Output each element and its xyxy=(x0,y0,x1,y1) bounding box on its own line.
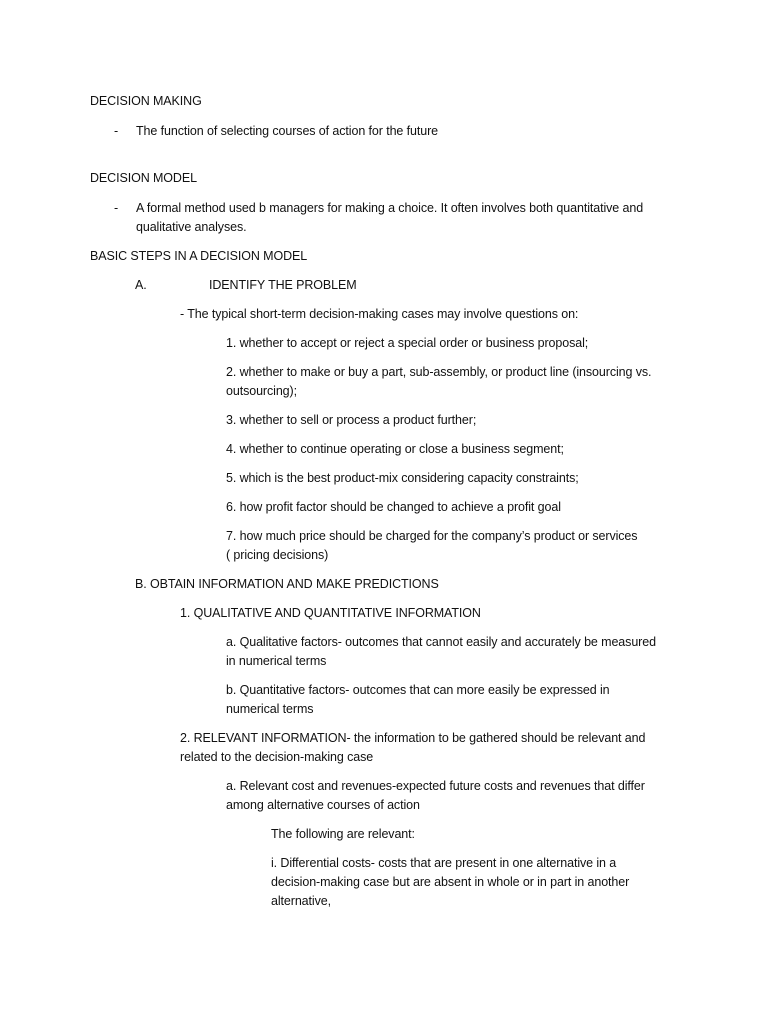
list-item-3: 3. whether to sell or process a product further; xyxy=(226,413,477,427)
list-item-6: 6. how profit factor should be changed to achieve a profit goal xyxy=(226,500,561,514)
differential-costs-line1: i. Differential costs- costs that are present in one alternative in a xyxy=(271,856,617,870)
quantitative-factors-line2: numerical terms xyxy=(226,702,314,716)
relevant-cost-line2: among alternative courses of action xyxy=(226,798,420,812)
step-a-letter: A. xyxy=(135,278,147,292)
list-item-4: 4. whether to continue operating or close a business segment; xyxy=(226,442,564,456)
list-item-7-line1: 7. how much price should be charged for the company’s product or services xyxy=(226,529,638,543)
relevant-information-line2: related to the decision-making case xyxy=(180,750,374,764)
differential-costs-line3: alternative, xyxy=(271,894,331,908)
bullet-dash: - xyxy=(114,124,119,138)
list-item-5: 5. which is the best product-mix considering capacity constraints; xyxy=(226,471,579,485)
qualitative-factors-line1: a. Qualitative factors- outcomes that cannot easily and accurately be measured xyxy=(226,635,656,649)
decision-model-definition-line1: A formal method used b managers for making a choice. It often involves both quantitative and xyxy=(136,201,644,215)
list-item-1: 1. whether to accept or reject a special order or business proposal; xyxy=(226,336,589,350)
step-b-title: B. OBTAIN INFORMATION AND MAKE PREDICTIONS xyxy=(135,577,439,591)
relevant-cost-line1: a. Relevant cost and revenues-expected future costs and revenues that differ xyxy=(226,779,645,793)
qualitative-factors-line2: in numerical terms xyxy=(226,654,327,668)
list-item-2-line1: 2. whether to make or buy a part, sub-assembly, or product line (insourcing vs. xyxy=(226,365,652,379)
heading-decision-model: DECISION MODEL xyxy=(90,171,197,185)
differential-costs-line2: decision-making case but are absent in whole or in part in another xyxy=(271,875,630,889)
relevant-information-line1: 2. RELEVANT INFORMATION- the information to be gathered should be relevant and xyxy=(180,731,646,745)
step-a-title: IDENTIFY THE PROBLEM xyxy=(209,278,357,292)
step-b-sub1-title: 1. QUALITATIVE AND QUANTITATIVE INFORMATION xyxy=(180,606,481,620)
list-item-7-line2: ( pricing decisions) xyxy=(226,548,329,562)
quantitative-factors-line1: b. Quantitative factors- outcomes that can more easily be expressed in xyxy=(226,683,610,697)
heading-basic-steps: BASIC STEPS IN A DECISION MODEL xyxy=(90,249,308,263)
step-a-intro: - The typical short-term decision-making cases may involve questions on: xyxy=(180,307,579,321)
decision-model-definition-line2: qualitative analyses. xyxy=(136,220,247,234)
heading-decision-making: DECISION MAKING xyxy=(90,94,202,108)
decision-making-definition: The function of selecting courses of action for the future xyxy=(136,124,439,138)
list-item-2-line2: outsourcing); xyxy=(226,384,297,398)
bullet-dash: - xyxy=(114,201,119,215)
following-relevant: The following are relevant: xyxy=(271,827,415,841)
